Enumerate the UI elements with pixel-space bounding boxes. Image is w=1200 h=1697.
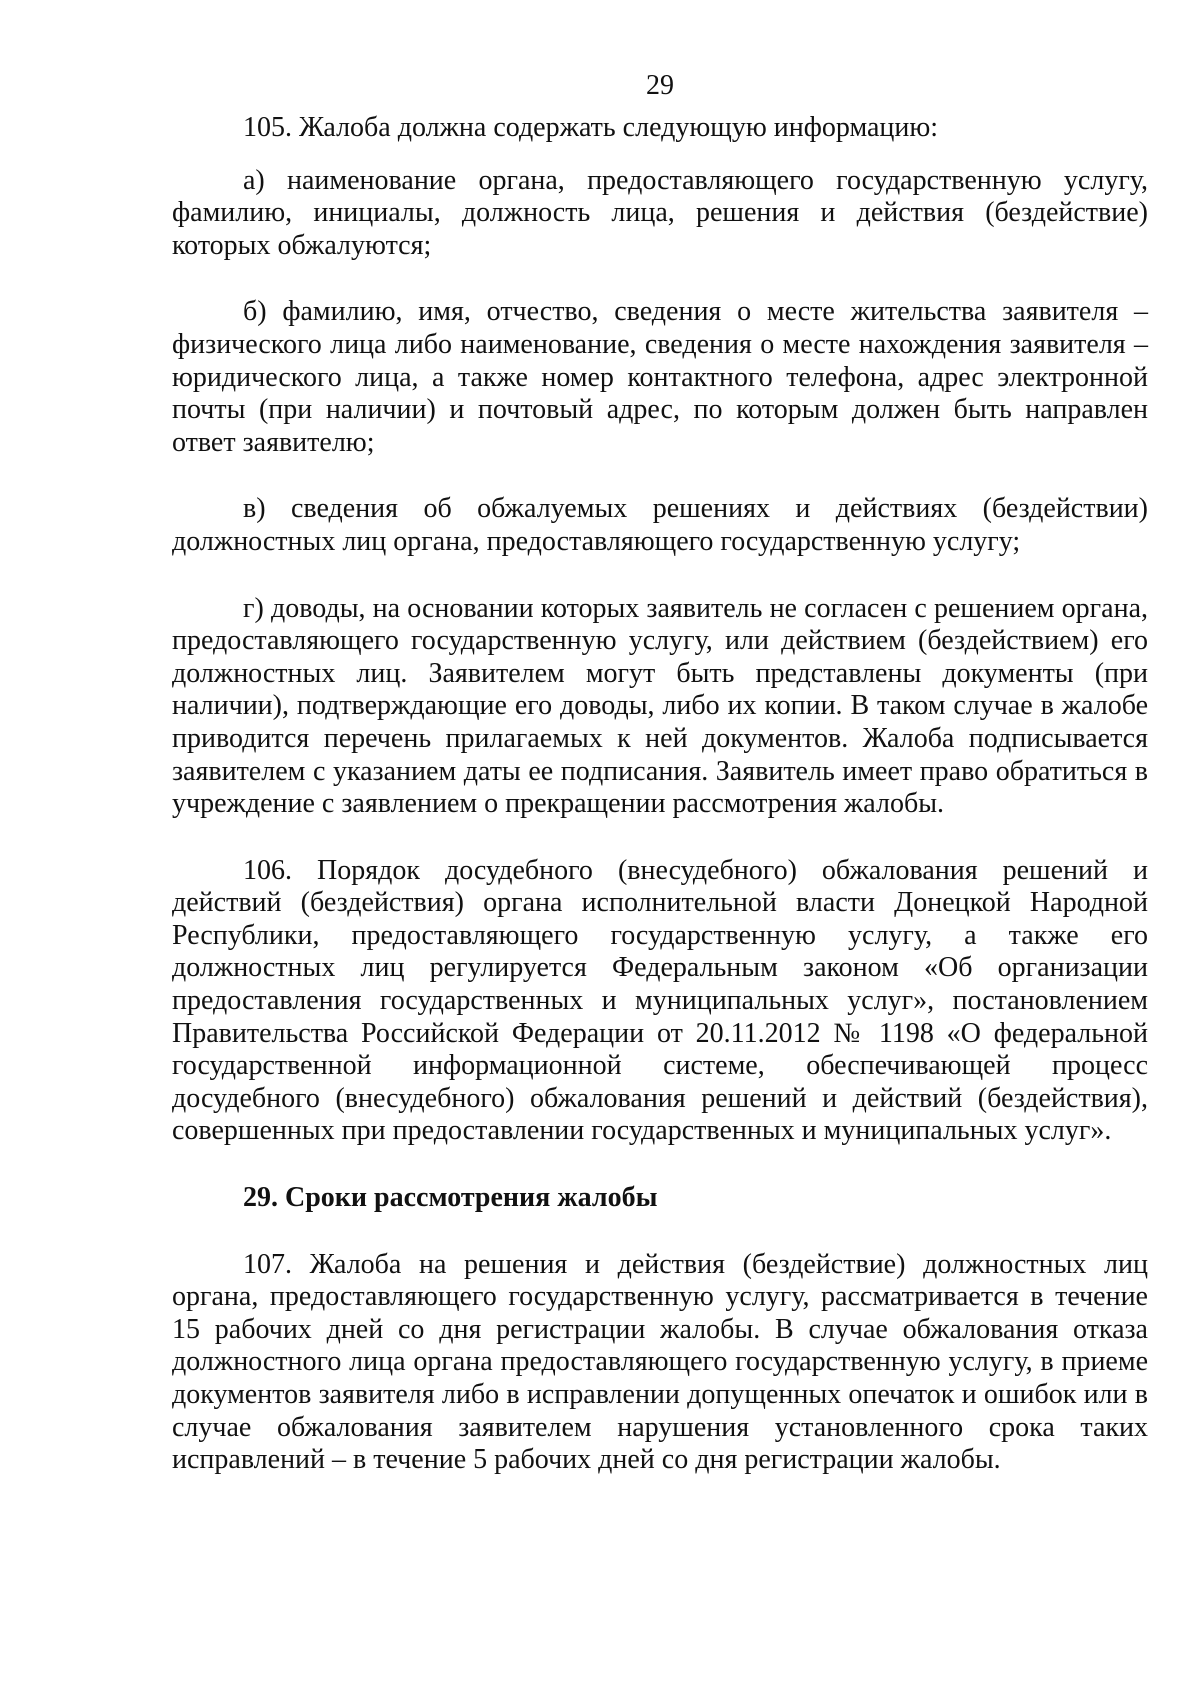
paragraph-106: 106. Порядок досудебного (внесудебного) обжалования решений и действий (бездействия) органа исполнительной власти Донецкой Народной Республики, предоставляющего государственную услугу, а также его должностных лиц регулируется Федеральным законом «Об организации предоставления государственных и муниципальных услуг», постановлением Правительства Российской Федерации от 20.11.2012 № 1198 «О федеральной государственной информационной системе, обеспечивающей процесс досудебного (внесудебного) обжалования решений и действий (бездействия), совершенных при предоставлении государственных и муниципальных услуг». [172,854,1148,1147]
section-heading: 29. Сроки рассмотрения жалобы [243,1182,658,1214]
item-v: в) сведения об обжалуемых решениях и действиях (бездействии) должностных лиц органа, предоставляющего государственную услугу; [172,493,1148,557]
item-g: г) доводы, на основании которых заявитель не согласен с решением органа, предоставляющего государственную услугу, или действием (бездействием) его должностных лиц. Заявителем могут быть представлены документы (при наличии), подтверждающие его доводы, либо их копии. В таком случае в жалобе приводится перечень прилагаемых к ней документов. Жалоба подписывается заявителем с указанием даты ее подписания. Заявитель имеет право обратиться в учреждение с заявлением о прекращении рассмотрения жалобы. [172,592,1148,820]
document-page [172,66,1148,1511]
item-a: а) наименование органа, предоставляющего государственную услугу, фамилию, инициалы, должность лица, решения и действия (бездействие) которых обжалуются; [172,164,1148,261]
item-b: б) фамилию, имя, отчество, сведения о месте жительства заявителя – физического лица либо наименование, сведения о месте нахождения заявителя – юридического лица, а также номер контактного телефона, адрес электронной почты (при наличии) и почтовый адрес, по которым должен быть направлен ответ заявителю; [172,296,1148,458]
page-number: 29 [646,70,674,101]
paragraph-107: 107. Жалоба на решения и действия (бездействие) должностных лиц органа, предоставляющего государственную услугу, рассматривается в течение 15 рабочих дней со дня регистрации жалобы. В случае обжалования отказа должностного лица органа предоставляющего государственную услугу, в приеме документов заявителя либо в исправлении допущенных опечаток и ошибок или в случае обжалования заявителем нарушения установленного срока таких исправлений – в течение 5 рабочих дней со дня регистрации жалобы. [172,1248,1148,1476]
paragraph-105-intro: 105. Жалоба должна содержать следующую информацию: [243,112,939,143]
